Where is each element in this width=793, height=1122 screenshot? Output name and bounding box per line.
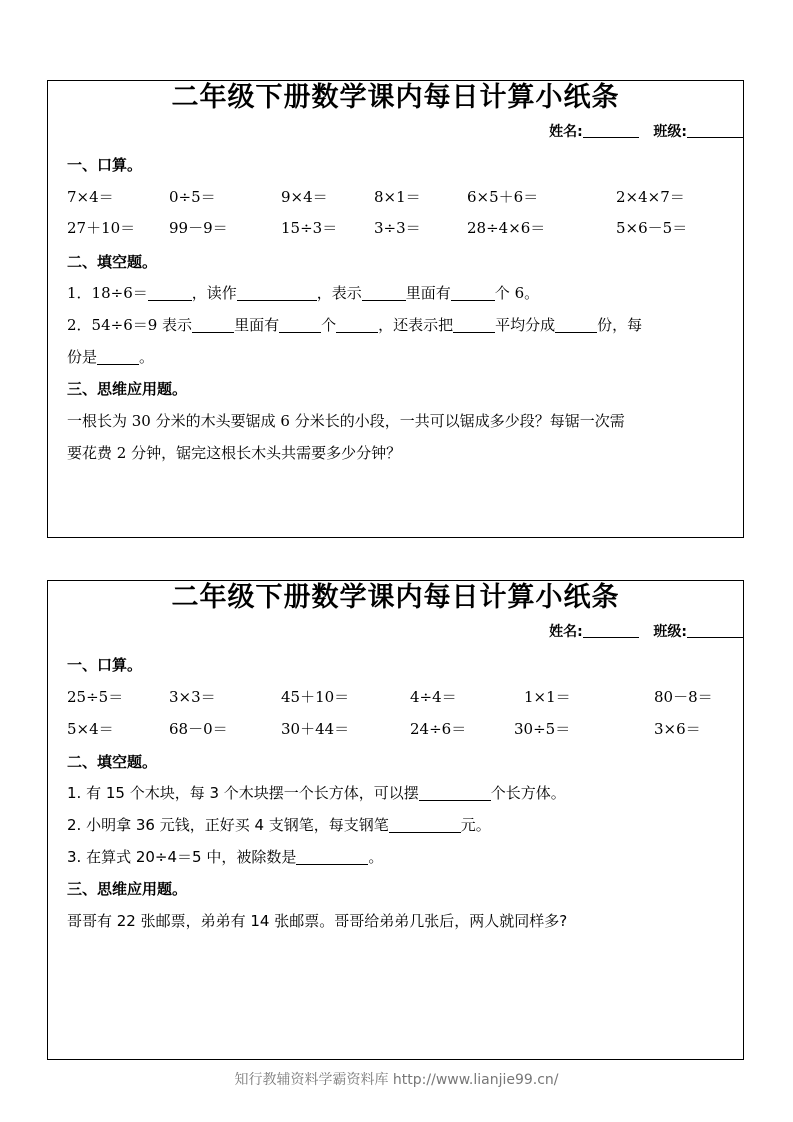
- oral-item: 5×6－5＝: [616, 219, 688, 237]
- class-label: 班级:: [653, 624, 687, 640]
- class-label: 班级:: [653, 124, 687, 140]
- oral-item: 1×1＝: [524, 688, 571, 706]
- fill-question-2-cont: 份是 。: [67, 348, 155, 366]
- answer-blank[interactable]: [237, 286, 317, 301]
- oral-item: 8×1＝: [374, 188, 421, 206]
- section-fill: 二、填空题。: [67, 253, 158, 271]
- oral-item: 6×5＋6＝: [467, 188, 539, 206]
- class-blank[interactable]: [687, 623, 743, 638]
- section-fill: 二、填空题。: [67, 753, 158, 771]
- oral-item: 28÷4×6＝: [467, 219, 546, 237]
- oral-item: 9×4＝: [281, 188, 328, 206]
- footer-watermark: 知行教辅资料学霸资料库 http://www.lianjie99.cn/: [234, 1072, 559, 1088]
- word-problem-line-1: 一根长为 30 分米的木头要锯成 6 分米长的小段，一共可以锯成多少段？每锯一次需: [67, 412, 625, 430]
- fill-question-2: 2. 小明拿 36 元钱，正好买 4 支钢笔，每支钢笔 元。: [67, 816, 491, 834]
- answer-blank[interactable]: [555, 318, 597, 333]
- section-word-problem: 三、思维应用题。: [67, 880, 188, 898]
- oral-item: 3÷3＝: [374, 219, 421, 237]
- card-title: 二年级下册数学课内每日计算小纸条: [171, 82, 620, 113]
- oral-row-2: [48, 718, 743, 738]
- answer-blank[interactable]: [453, 318, 495, 333]
- answer-blank[interactable]: [451, 286, 495, 301]
- fill-question-3: 3. 在算式 20÷4＝5 中，被除数是 。: [67, 848, 384, 866]
- name-blank[interactable]: [583, 623, 639, 638]
- oral-row-2: [48, 217, 743, 237]
- oral-item: 25÷5＝: [67, 688, 124, 706]
- answer-blank[interactable]: [279, 318, 321, 333]
- oral-item: 80－8＝: [654, 688, 713, 706]
- oral-item: 2×4×7＝: [616, 188, 685, 206]
- oral-row-1: [48, 686, 743, 706]
- word-problem-line-2: 要花费 2 分钟，锯完这根长木头共需要多少分钟？: [67, 444, 402, 462]
- answer-blank[interactable]: [148, 286, 192, 301]
- name-label: 姓名:: [549, 124, 583, 140]
- worksheet-card-1: [47, 80, 744, 538]
- oral-item: 3×3＝: [169, 688, 216, 706]
- section-oral: 一、口算。: [67, 656, 143, 674]
- oral-item: 99－9＝: [169, 219, 228, 237]
- oral-item: 5×4＝: [67, 720, 114, 738]
- fill-question-1: 1．18÷6＝ ，读作 ，表示 里面有 个 6。: [67, 284, 540, 302]
- worksheet-card-2: [47, 580, 744, 1060]
- oral-item: 24÷6＝: [410, 720, 467, 738]
- oral-item: 7×4＝: [67, 188, 114, 206]
- answer-blank[interactable]: [362, 286, 406, 301]
- answer-blank[interactable]: [97, 350, 139, 365]
- fill-question-1: 1. 有 15 个木块，每 3 个木块摆一个长方体，可以摆 个长方体。: [67, 784, 566, 802]
- section-word-problem: 三、思维应用题。: [67, 380, 188, 398]
- oral-item: 0÷5＝: [169, 188, 216, 206]
- oral-item: 3×6＝: [654, 720, 701, 738]
- answer-blank[interactable]: [296, 850, 368, 865]
- oral-item: 15÷3＝: [281, 219, 338, 237]
- student-info: [549, 621, 743, 641]
- student-info: [549, 121, 743, 141]
- answer-blank[interactable]: [419, 786, 491, 801]
- oral-item: 30＋44＝: [281, 720, 350, 738]
- card-title: 二年级下册数学课内每日计算小纸条: [171, 582, 620, 613]
- answer-blank[interactable]: [192, 318, 234, 333]
- answer-blank[interactable]: [389, 818, 461, 833]
- oral-row-1: [48, 186, 743, 206]
- oral-item: 27＋10＝: [67, 219, 136, 237]
- oral-item: 68－0＝: [169, 720, 228, 738]
- class-blank[interactable]: [687, 123, 743, 138]
- name-blank[interactable]: [583, 123, 639, 138]
- name-label: 姓名:: [549, 624, 583, 640]
- section-oral: 一、口算。: [67, 156, 143, 174]
- oral-item: 30÷5＝: [514, 720, 571, 738]
- answer-blank[interactable]: [336, 318, 378, 333]
- word-problem-line-1: 哥哥有 22 张邮票，弟弟有 14 张邮票。哥哥给弟弟几张后，两人就同样多?: [67, 912, 568, 930]
- oral-item: 45＋10＝: [281, 688, 350, 706]
- oral-item: 4÷4＝: [410, 688, 457, 706]
- fill-question-2: 2．54÷6＝9 表示 里面有 个 ，还表示把 平均分成 份，每: [67, 316, 643, 334]
